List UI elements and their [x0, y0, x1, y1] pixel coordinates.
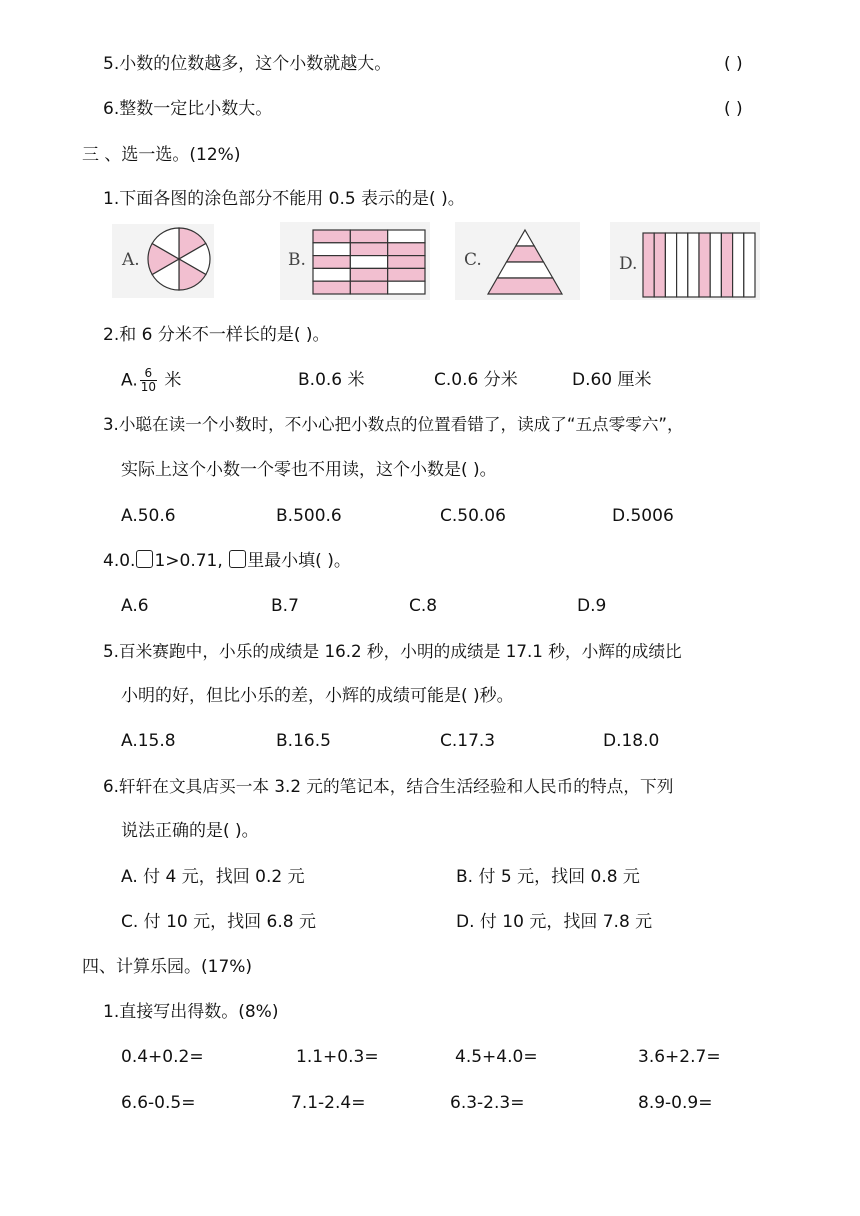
grid-cell: [313, 243, 350, 256]
triangle-band: [516, 230, 535, 246]
q2-option-b[interactable]: B.0.6 米: [298, 370, 365, 390]
strip-cell: [688, 233, 699, 297]
grid-cell: [350, 268, 387, 281]
grid-cell: [313, 230, 350, 243]
figure-d-strip: [642, 232, 756, 298]
grid-cell: [388, 281, 425, 294]
figure-d-label: D.: [619, 254, 638, 274]
choice-question-3-line-2: 实际上这个小数一个零也不用读，这个小数是( )。: [121, 460, 497, 480]
strip-cell: [665, 233, 676, 297]
section-3-title: 三 、选一选。(12%): [82, 145, 241, 165]
grid-cell: [313, 256, 350, 269]
calc-question-1: 1.直接写出得数。(8%): [103, 1002, 279, 1022]
q5-option-b[interactable]: B.16.5: [276, 731, 331, 751]
q6-option-b[interactable]: B. 付 5 元，找回 0.8 元: [456, 867, 640, 887]
calc-item: 6.3-2.3=: [450, 1093, 525, 1113]
strip-cell: [699, 233, 710, 297]
choice-question-4: [103, 550, 351, 572]
figure-b-label: B.: [288, 250, 306, 270]
figure-c-triangle: [486, 228, 564, 296]
q4-option-a[interactable]: A.6: [121, 596, 149, 616]
grid-cell: [388, 268, 425, 281]
grid-cell: [350, 243, 387, 256]
q2-option-a-unit: 米: [164, 370, 182, 391]
triangle-band: [507, 246, 544, 262]
figure-a-circle: [146, 226, 212, 292]
grid-cell: [350, 256, 387, 269]
grid-cell: [388, 256, 425, 269]
q3-option-c[interactable]: C.50.06: [440, 506, 506, 526]
strip-cell: [721, 233, 732, 297]
blank-box[interactable]: [136, 550, 153, 568]
choice-question-2: 2.和 6 分米不一样长的是( )。: [103, 325, 330, 345]
choice-question-3-line-1: 3.小聪在读一个小数时，不小心把小数点的位置看错了，读成了“五点零零六”，: [103, 415, 684, 434]
q4-option-d[interactable]: D.9: [577, 596, 607, 616]
q5-option-d[interactable]: D.18.0: [603, 731, 660, 751]
strip-cell: [654, 233, 665, 297]
grid-cell: [313, 281, 350, 294]
calc-item: 4.5+4.0=: [455, 1047, 538, 1067]
q2-option-d[interactable]: D.60 厘米: [572, 370, 652, 390]
strip-cell: [710, 233, 721, 297]
choice-question-5-line-2: 小明的好，但比小乐的差，小辉的成绩可能是( )秒。: [121, 686, 514, 706]
choice-question-1: 1.下面各图的涂色部分不能用 0.5 表示的是( )。: [103, 189, 465, 209]
tf-answer-blank-6[interactable]: ( ): [724, 99, 743, 119]
triangle-band: [488, 278, 562, 294]
q4-text-part-2: 1>0.71,: [154, 551, 223, 571]
calc-item: 8.9-0.9=: [638, 1093, 713, 1113]
q3-option-a[interactable]: A.50.6: [121, 506, 176, 526]
q6-option-c[interactable]: C. 付 10 元，找回 6.8 元: [121, 912, 316, 932]
choice-question-6-line-1: 6.轩轩在文具店买一本 3.2 元的笔记本，结合生活经验和人民币的特点，下列: [103, 776, 674, 796]
q4-option-c[interactable]: C.8: [409, 596, 438, 616]
q4-text-part-3: 里最小填( )。: [247, 551, 351, 571]
choice-question-6-line-2: 说法正确的是( )。: [121, 821, 259, 841]
calc-item: 0.4+0.2=: [121, 1047, 204, 1067]
q2-option-a-fraction: [140, 367, 157, 394]
q2-option-a-prefix: A.: [121, 370, 138, 391]
q2-option-a[interactable]: [121, 367, 181, 394]
grid-cell: [388, 230, 425, 243]
q5-option-c[interactable]: C.17.3: [440, 731, 496, 751]
tf-question-6: 6.整数一定比小数大。: [103, 99, 273, 119]
q3-option-d[interactable]: D.5006: [612, 506, 674, 526]
strip-cell: [677, 233, 688, 297]
grid-cell: [388, 243, 425, 256]
triangle-band: [497, 262, 553, 278]
choice-question-5-line-1: 5.百米赛跑中，小乐的成绩是 16.2 秒，小明的成绩是 17.1 秒，小辉的成绩比: [103, 641, 682, 661]
q3-option-b[interactable]: B.500.6: [276, 506, 342, 526]
figure-a-label: A.: [122, 250, 140, 270]
grid-cell: [350, 281, 387, 294]
q2-option-c[interactable]: C.0.6 分米: [434, 370, 518, 390]
figure-b-grid: [312, 229, 426, 295]
grid-cell: [313, 268, 350, 281]
fraction-numerator: 6: [140, 367, 157, 381]
calc-item: 3.6+2.7=: [638, 1047, 721, 1067]
fraction-denominator: 10: [140, 380, 157, 394]
strip-cell: [744, 233, 755, 297]
q4-option-b[interactable]: B.7: [271, 596, 299, 616]
tf-question-5: 5.小数的位数越多，这个小数就越大。: [103, 54, 392, 74]
figure-c-label: C.: [464, 250, 482, 270]
grid-cell: [350, 230, 387, 243]
blank-box[interactable]: [229, 550, 246, 568]
q5-option-a[interactable]: A.15.8: [121, 731, 176, 751]
calc-item: 6.6-0.5=: [121, 1093, 196, 1113]
strip-cell: [643, 233, 654, 297]
q4-text-part-1: 4.0.: [103, 551, 136, 571]
calc-item: 7.1-2.4=: [291, 1093, 366, 1113]
q6-option-d[interactable]: D. 付 10 元，找回 7.8 元: [456, 912, 653, 932]
q6-option-a[interactable]: A. 付 4 元，找回 0.2 元: [121, 867, 305, 887]
strip-cell: [733, 233, 744, 297]
tf-answer-blank-5[interactable]: ( ): [724, 54, 743, 74]
calc-item: 1.1+0.3=: [296, 1047, 379, 1067]
section-4-title: 四、计算乐园。(17%): [82, 957, 253, 977]
